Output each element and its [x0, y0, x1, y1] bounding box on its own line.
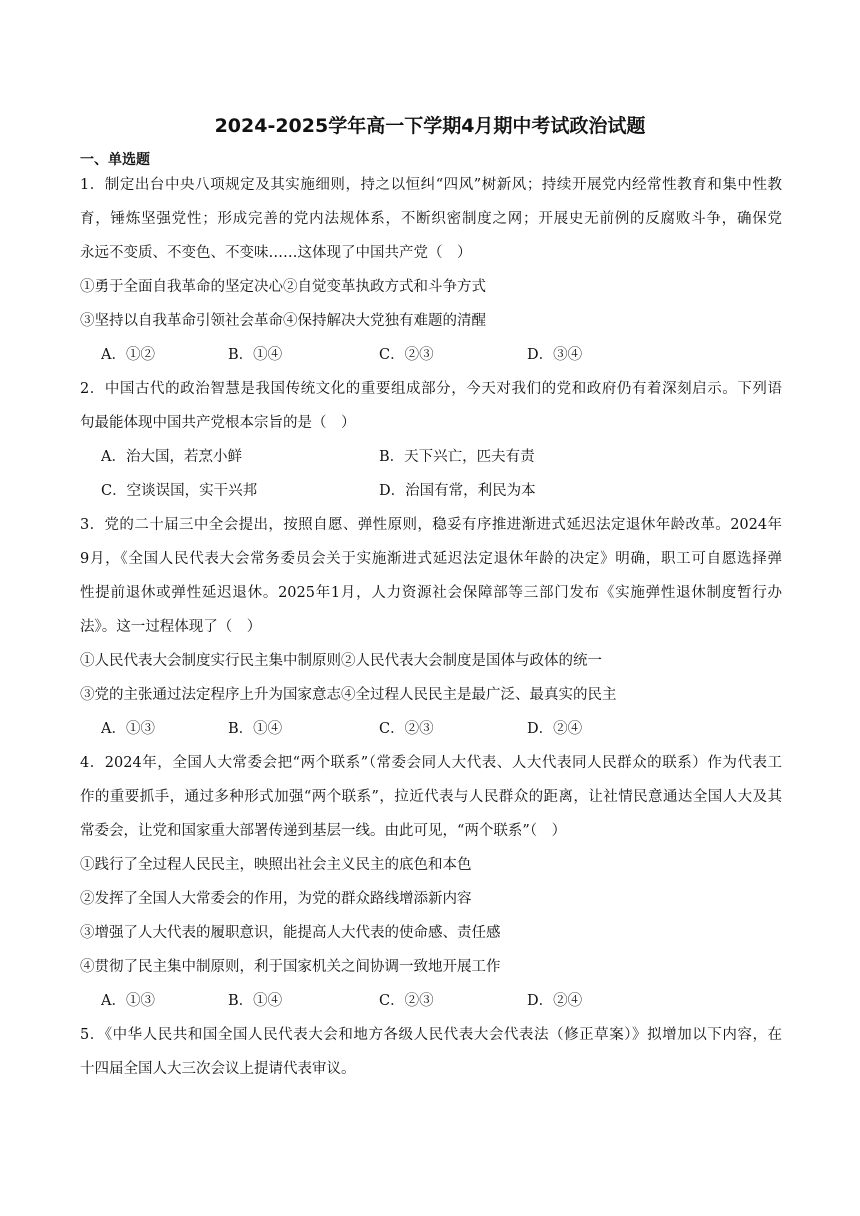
- question-3-options: [0, 718, 860, 740]
- question-3-line-1: 3．党的二十届三中全会提出，按照自愿、弹性原则，稳妥有序推进渐进式延迟法定退休年龄改革。2024年: [80, 517, 782, 533]
- question-5-line-1: 5．《中华人民共和国全国人民代表大会和地方各级人民代表大会代表法（修正草案）》拟增加以下内容，在: [80, 1027, 782, 1043]
- option-c[interactable]: C．②③: [379, 721, 434, 737]
- question-4-statement: ④贯彻了民主集中制原则，利于国家机关之间协调一致地开展工作: [80, 959, 501, 975]
- question-2-line-1: 2．中国古代的政治智慧是我国传统文化的重要组成部分，今天对我们的党和政府仍有着深刻启示。下列语: [80, 381, 782, 397]
- option-b[interactable]: B．①④: [228, 993, 283, 1009]
- question-4-line-1: 4．2024年，全国人大常委会把“两个联系”（常委会同人大代表、人大代表同人民群众的联系）作为代表工: [80, 755, 782, 771]
- option-d[interactable]: D．②④: [527, 721, 583, 737]
- question-3-statement: ③党的主张通过法定程序上升为国家意志④全过程人民民主是最广泛、最真实的民主: [80, 687, 617, 703]
- question-4-statement: ①践行了全过程人民民主，映照出社会主义民主的底色和本色: [80, 857, 472, 873]
- option-b[interactable]: B．①④: [228, 347, 283, 363]
- page-title: 2024-2025学年高一下学期4月期中考试政治试题: [214, 115, 646, 137]
- option-c[interactable]: C．②③: [379, 347, 434, 363]
- option-d[interactable]: D．③④: [527, 347, 583, 363]
- option-b[interactable]: B．天下兴亡，匹夫有责: [379, 449, 535, 465]
- question-2-options: [0, 446, 860, 468]
- question-1-line-3: 永远不变质、不变色、不变味……这体现了中国共产党（ ）: [80, 245, 472, 261]
- option-a[interactable]: A．①③: [101, 721, 155, 737]
- question-1-statement: ③坚持以自我革命引领社会革命④保持解决大党独有难题的清醒: [80, 313, 486, 329]
- question-1-statement: ①勇于全面自我革命的坚定决心②自觉变革执政方式和斗争方式: [80, 279, 486, 295]
- option-a[interactable]: A．①②: [101, 347, 155, 363]
- question-4-options: [0, 990, 860, 1012]
- option-b[interactable]: B．①④: [228, 721, 283, 737]
- question-3-line-3: 性提前退休或弹性延迟退休。2025年1月，人力资源社会保障部等三部门发布《实施弹性退休制度暂行办: [80, 585, 782, 601]
- question-3-statement: ①人民代表大会制度实行民主集中制原则②人民代表大会制度是国体与政体的统一: [80, 653, 602, 669]
- question-4-line-3: 常委会，让党和国家重大部署传递到基层一线。由此可见，“两个联系”（ ）: [80, 823, 567, 839]
- option-d[interactable]: D．治国有常，利民为本: [379, 483, 536, 499]
- option-a[interactable]: A．治大国，若烹小鲜: [101, 449, 242, 465]
- question-1-line-2: 育，锤炼坚强党性；形成完善的党内法规体系，不断织密制度之网；开展史无前例的反腐败斗争，确保党: [80, 211, 782, 227]
- option-c[interactable]: C．②③: [379, 993, 434, 1009]
- question-1-options: [0, 344, 860, 366]
- question-2-options: [0, 480, 860, 502]
- question-4-statement: ②发挥了全国人大常委会的作用，为党的群众路线增添新内容: [80, 891, 472, 907]
- question-5-line-2: 十四届全国人大三次会议上提请代表审议。: [80, 1061, 356, 1077]
- section-heading: 一、单选题: [80, 152, 150, 168]
- question-4-line-2: 作的重要抓手，通过多种形式加强“两个联系”，拉近代表与人民群众的距离，让社情民意通达全国人大及其: [80, 789, 782, 805]
- question-3-line-4: 法》。这一过程体现了（ ）: [80, 619, 262, 635]
- question-2-line-2: 句最能体现中国共产党根本宗旨的是（ ）: [80, 415, 356, 431]
- option-a[interactable]: A．①③: [101, 993, 155, 1009]
- option-d[interactable]: D．②④: [527, 993, 583, 1009]
- option-c[interactable]: C．空谈误国，实干兴邦: [101, 483, 258, 499]
- question-1-line-1: 1．制定出台中央八项规定及其实施细则，持之以恒纠“四风”树新风；持续开展党内经常性教育和集中性教: [80, 177, 782, 193]
- question-4-statement: ③增强了人大代表的履职意识，能提高人大代表的使命感、责任感: [80, 925, 501, 941]
- question-3-line-2: 9月，《全国人民代表大会常务委员会关于实施渐进式延迟法定退休年龄的决定》明确，职工可自愿选择弹: [80, 551, 782, 567]
